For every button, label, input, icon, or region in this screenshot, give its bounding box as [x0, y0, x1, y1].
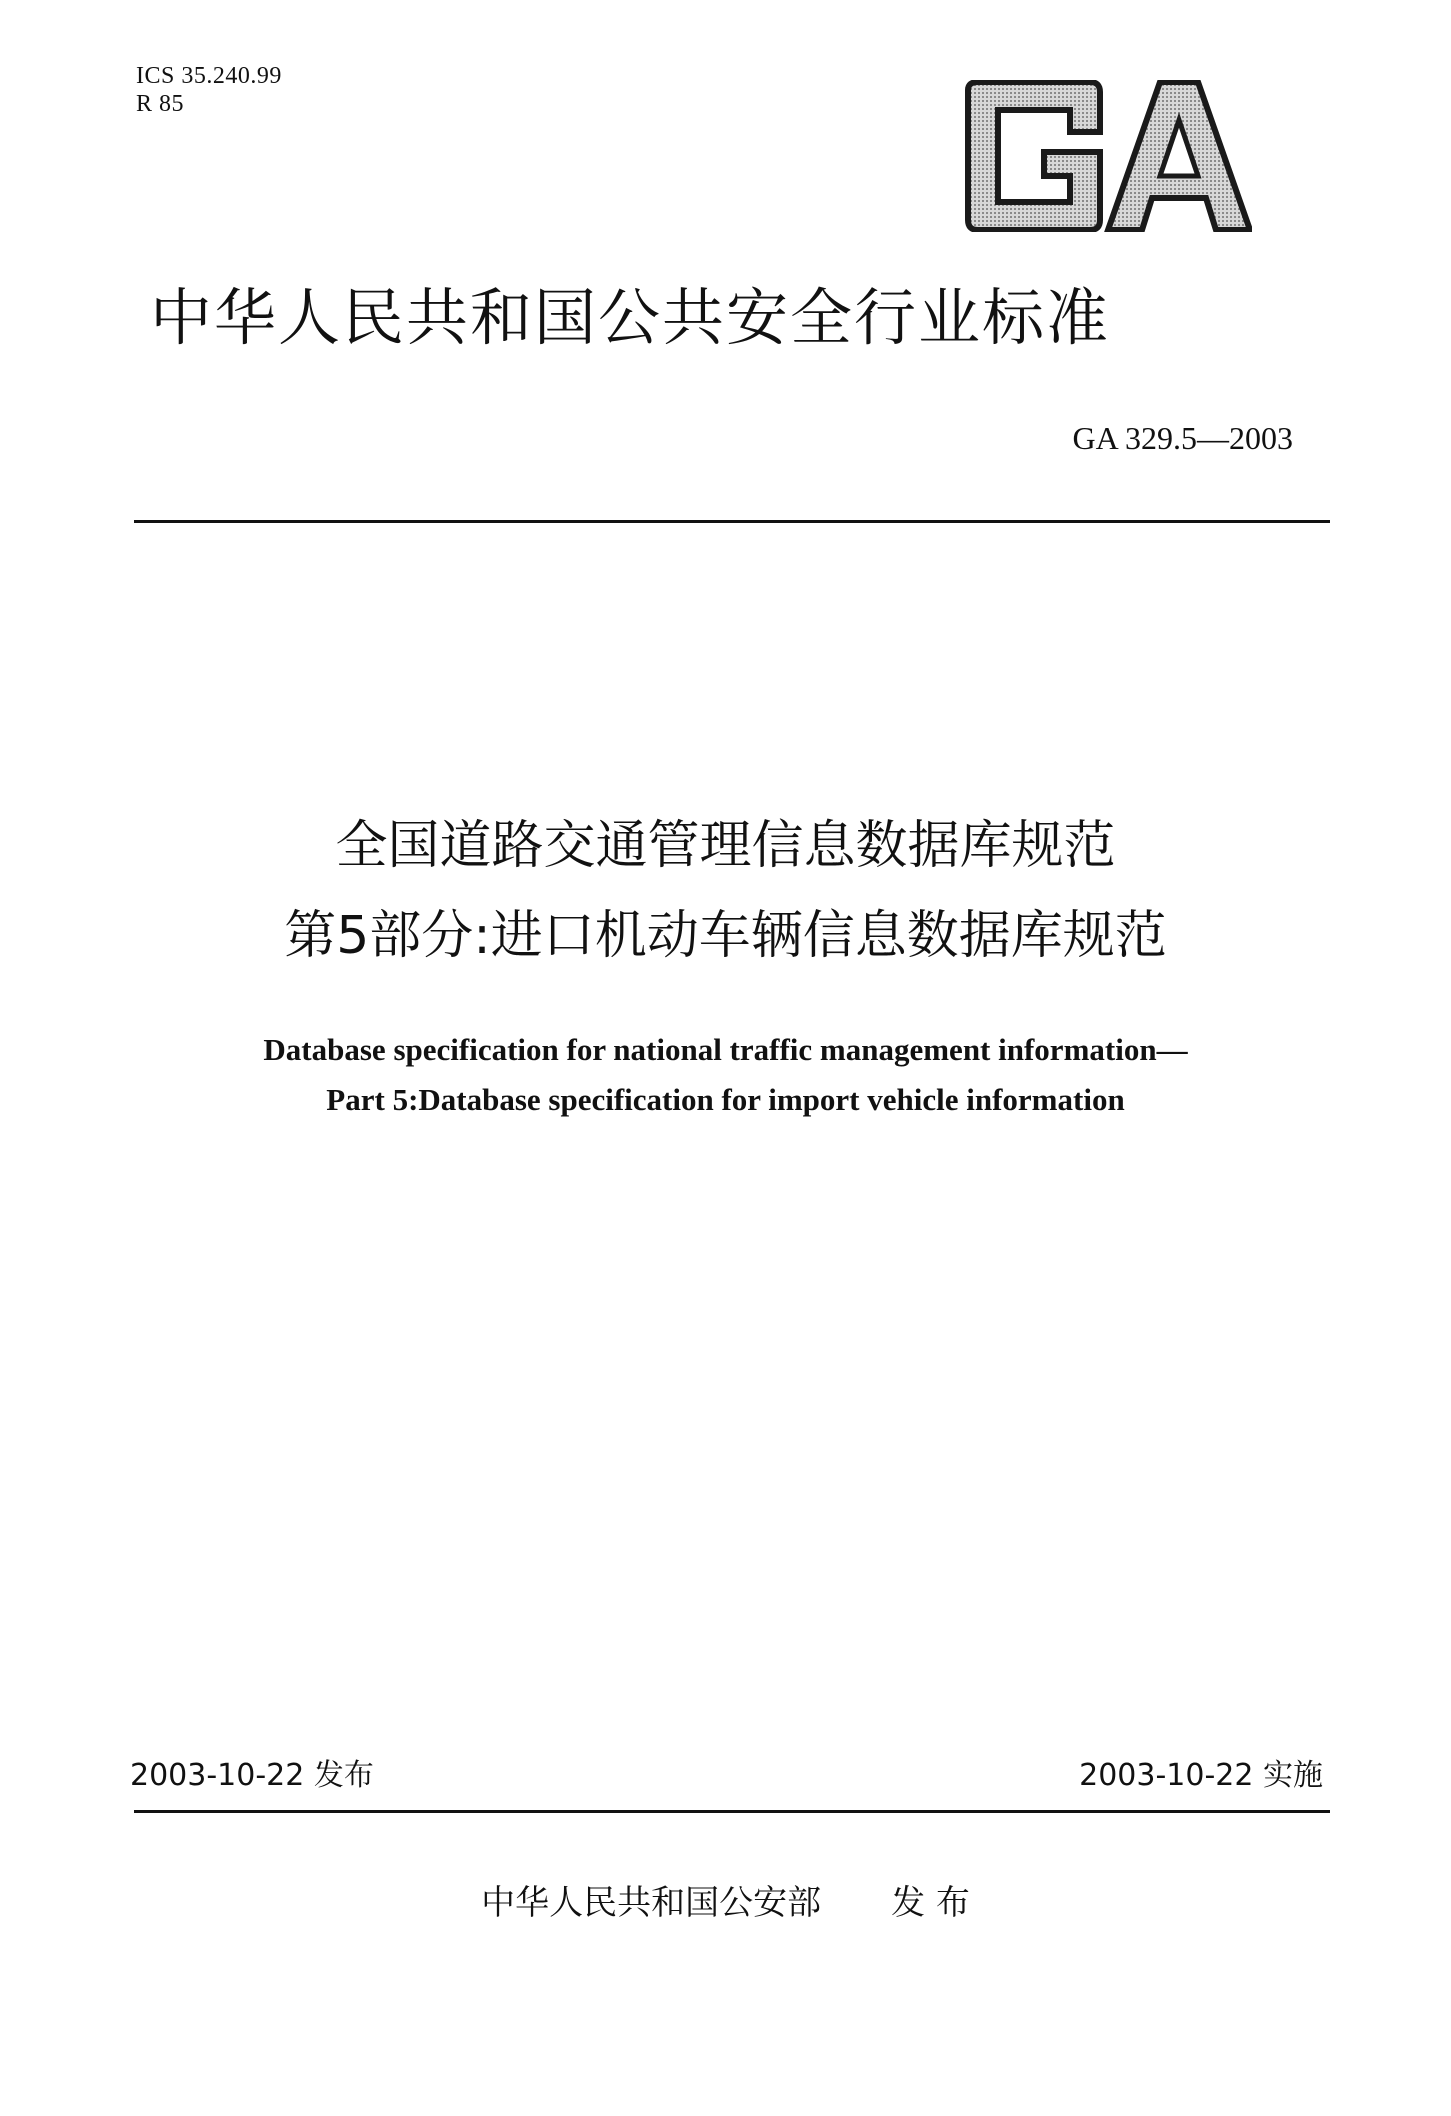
implementation-date: 2003-10-22 实施 — [1079, 1758, 1323, 1793]
ics-code: ICS 35.240.99 — [136, 63, 282, 89]
classification-codes — [136, 62, 282, 118]
ga-logo — [962, 80, 1252, 232]
publisher — [0, 1880, 1451, 1926]
title-en-line2: Part 5:Database specification for import vehicle information — [326, 1082, 1125, 1117]
title-zh-line2: 第5部分:进口机动车辆信息数据库规范 — [284, 906, 1167, 966]
category-code: R 85 — [136, 91, 185, 117]
footer-divider — [134, 1810, 1330, 1813]
publisher-name: 中华人民共和国公安部 — [481, 1883, 822, 1923]
header-divider — [134, 520, 1330, 523]
publisher-action: 发 布 — [891, 1883, 970, 1923]
standard-category-title: 中华人民共和国公共安全行业标准 — [150, 281, 1111, 354]
title-en-line1: Database specification for national traffic management information— — [263, 1032, 1188, 1067]
issue-date: 2003-10-22 发布 — [130, 1758, 374, 1793]
standard-number: GA 329.5—2003 — [1072, 420, 1293, 456]
title-zh-line1: 全国道路交通管理信息数据库规范 — [335, 816, 1116, 876]
